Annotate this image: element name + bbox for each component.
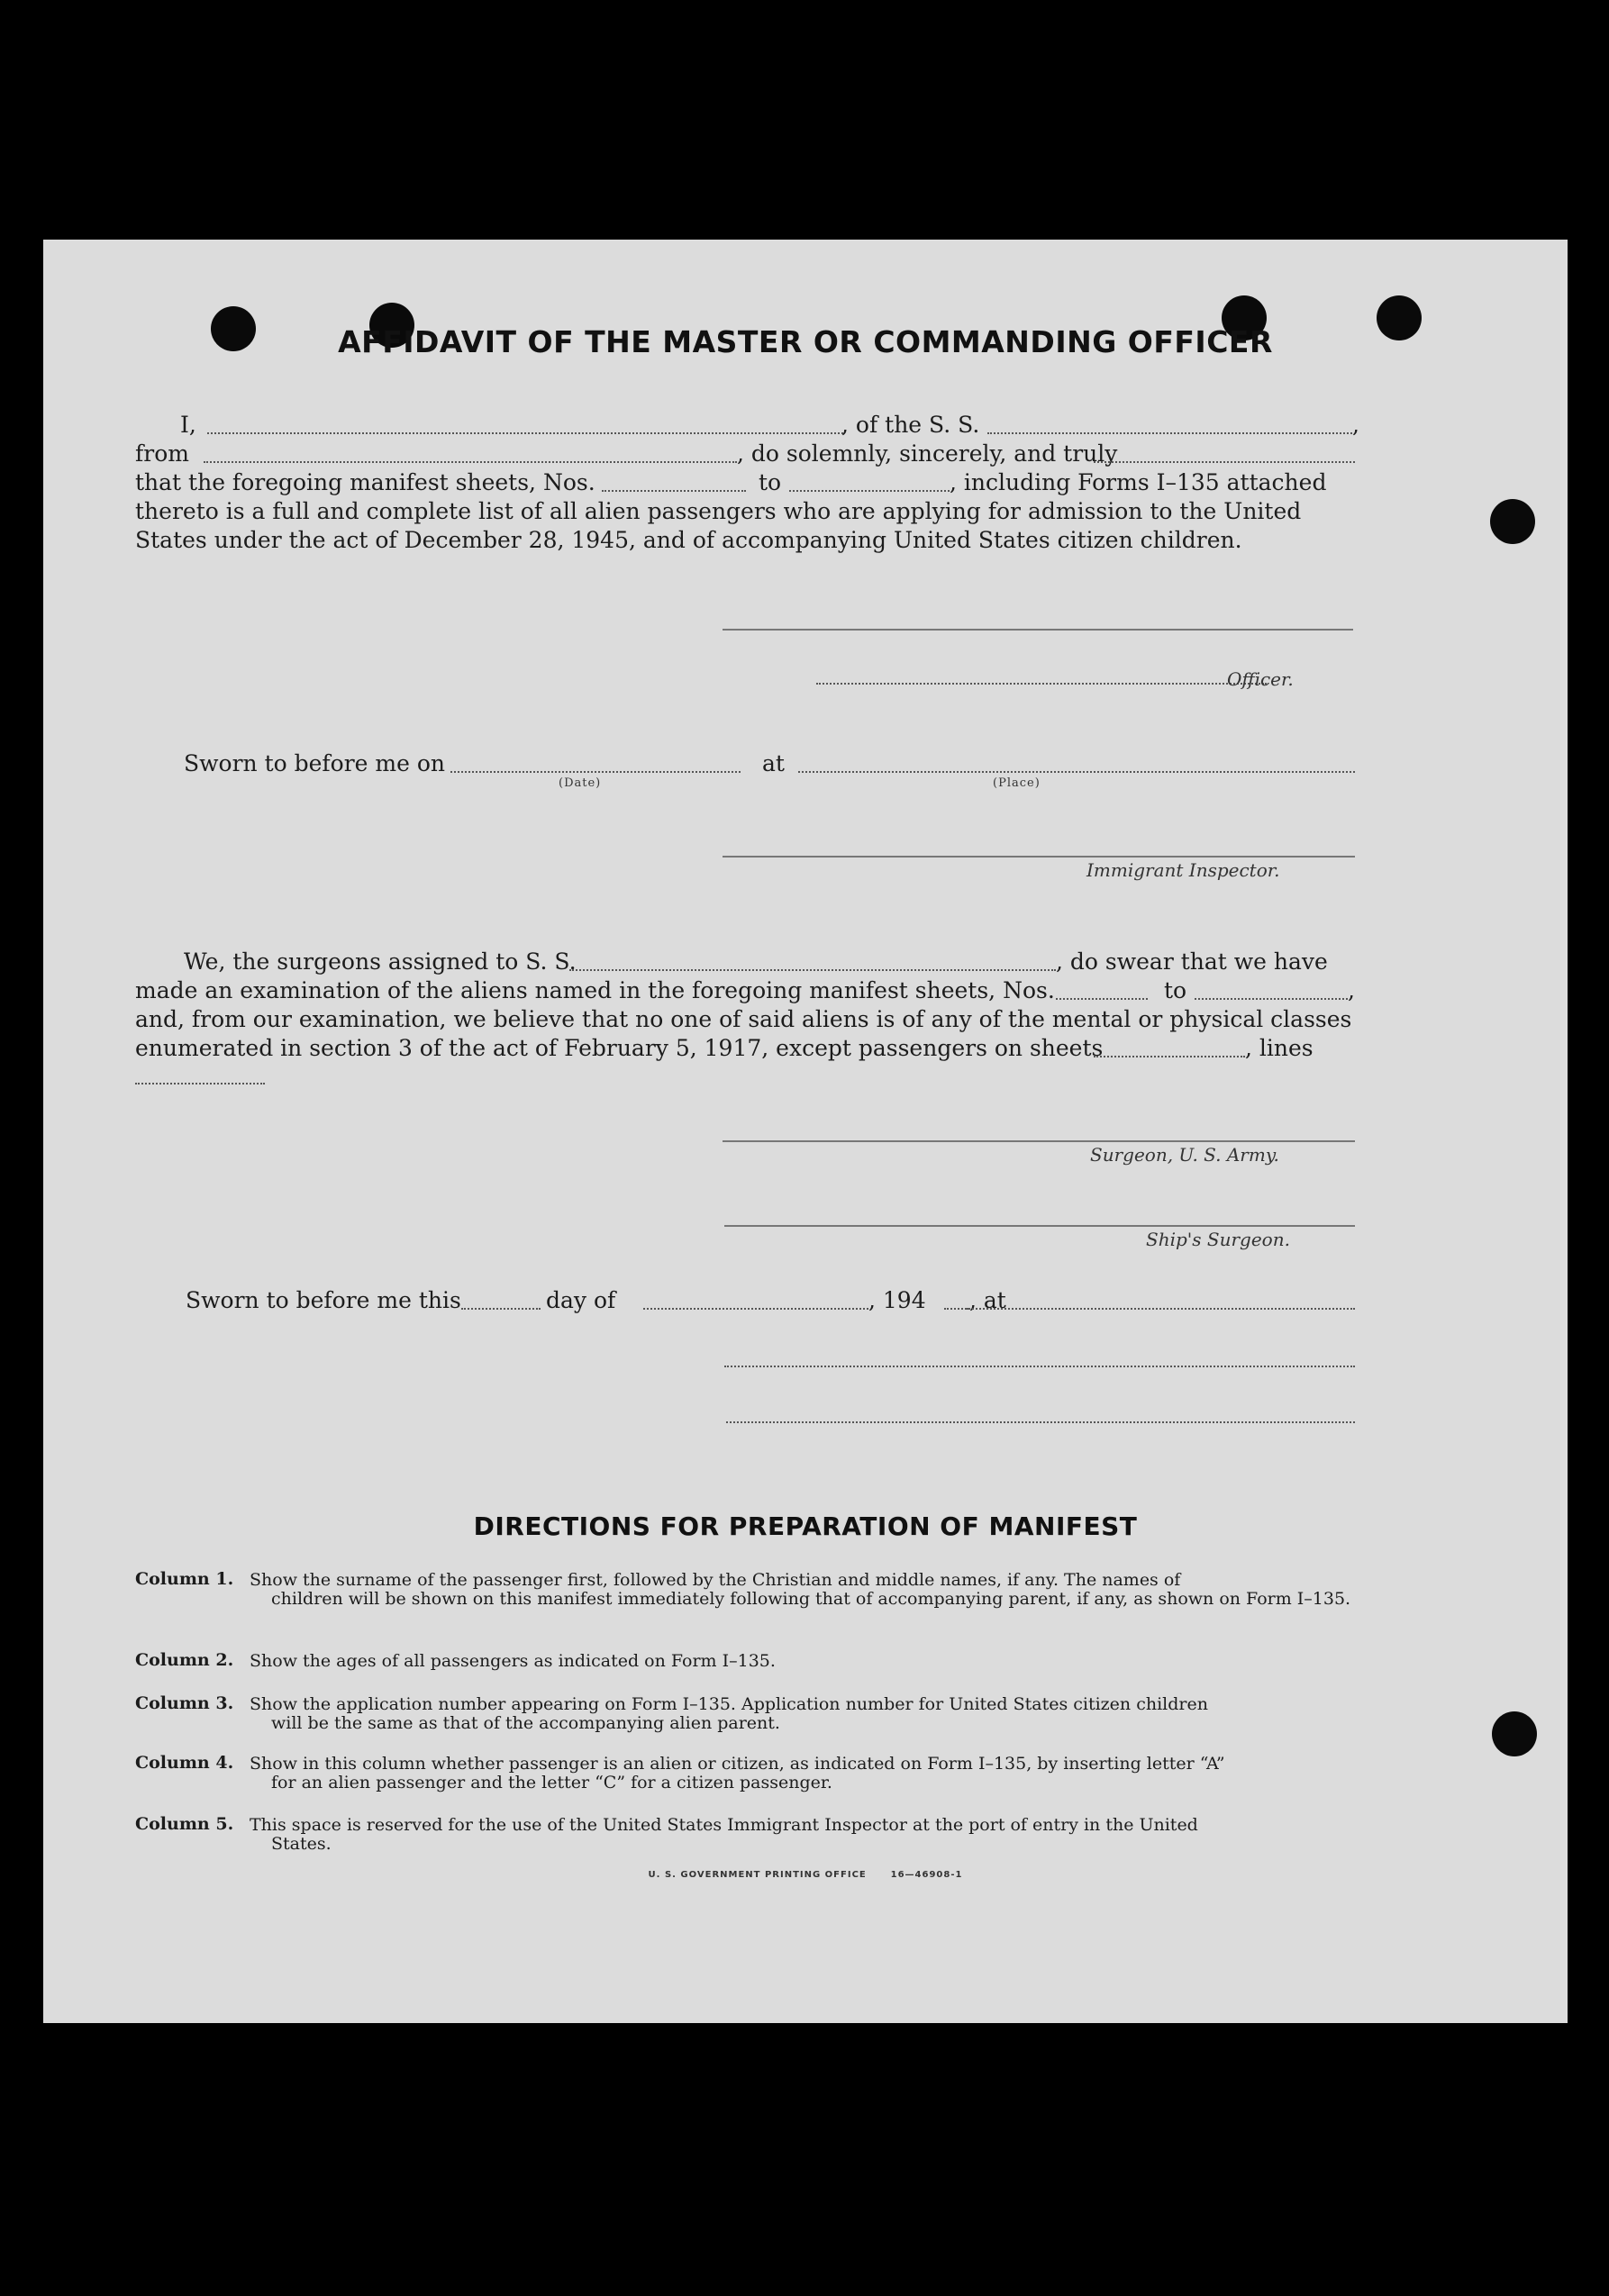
sworn-year: , 194 [868, 1287, 926, 1313]
surgeons-assigned: We, the surgeons assigned to S. S. [184, 948, 577, 975]
column-4-first: Show in this column whether passenger is an alien or citizen, as indicated on Form I–135, by inserting letter “A” [250, 1754, 1225, 1774]
army-surgeon-signature-line[interactable] [723, 1140, 1355, 1142]
surgeons-examination: made an examination of the aliens named in the foregoing manifest sheets, Nos. [135, 977, 1055, 1003]
master-signature-line[interactable] [723, 629, 1353, 631]
affidavit-from: from [135, 440, 189, 467]
inspector-label: Immigrant Inspector. [1086, 859, 1280, 881]
sworn-before-on: Sworn to before me on [184, 750, 446, 776]
printer-imprint: U. S. GOVERNMENT PRINTING OFFICE 16—46908-1 [648, 1870, 963, 1880]
punch-hole [1492, 1711, 1537, 1756]
punch-hole [1490, 499, 1535, 544]
truly-field[interactable] [1094, 461, 1355, 463]
affidavit-to: to [759, 469, 782, 495]
column-2-first: Show the ages of all passengers as indicated on Form I–135. [250, 1651, 776, 1671]
column-1-text [250, 1571, 1357, 1609]
column-5-first: This space is reserved for the use of the United States Immigrant Inspector at the port of entry in the United [250, 1815, 1198, 1835]
date-caption: (Date) [559, 776, 602, 790]
sworn-place-field[interactable] [798, 771, 1355, 773]
column-4-rest: for an alien passenger and the letter “C” for a citizen passenger. [271, 1773, 832, 1792]
except-sheets-field[interactable] [1094, 1056, 1245, 1057]
surgeons-sheets-from-field[interactable] [1056, 998, 1148, 1000]
column-1-first: Show the surname of the passenger first, followed by the Christian and middle names, if any. The names of [250, 1570, 1181, 1590]
except-lines-field[interactable] [135, 1083, 265, 1084]
sworn-month-field[interactable] [643, 1308, 868, 1310]
column-3-rest: will be the same as that of the accompanying alien parent. [271, 1713, 780, 1733]
surgeons-enumerated: enumerated in section 3 of the act of February 5, 1917, except passengers on sheets [135, 1035, 1104, 1061]
surgeons-ship-field[interactable] [569, 969, 1056, 971]
column-4-text [250, 1755, 1357, 1792]
affidavit-i: I, [180, 412, 196, 438]
officer-signature-line[interactable] [816, 683, 1267, 685]
affidavit-manifest-nos: that the foregoing manifest sheets, Nos. [135, 469, 595, 495]
surgeons-line3: and, from our examination, we believe that no one of said aliens is of any of the mental or physical classes [135, 1006, 1352, 1032]
form-sheet [43, 240, 1568, 2023]
column-5-text [250, 1816, 1357, 1854]
surgeons-to: to [1164, 977, 1187, 1003]
master-name-field[interactable] [207, 432, 843, 434]
sheets-from-field[interactable] [602, 490, 746, 492]
affidavit-title: AFFIDAVIT OF THE MASTER OR COMMANDING OFFICER [338, 324, 1273, 359]
column-3-text [250, 1695, 1357, 1733]
inspector-signature-line[interactable] [723, 856, 1355, 858]
surgeons-lines: , lines [1245, 1035, 1314, 1061]
sworn-this: Sworn to before me this [186, 1287, 461, 1313]
affidavit-of-ss: , of the S. S. [841, 412, 980, 438]
sworn-signature-line-2[interactable] [726, 1421, 1355, 1423]
surgeons-comma: , [1348, 977, 1355, 1003]
column-3-first: Show the application number appearing on Form I–135. Application number for United States citizen children [250, 1694, 1208, 1714]
affidavit-including: , including Forms I–135 attached [950, 469, 1327, 495]
sworn-day-field[interactable] [461, 1308, 541, 1310]
place-caption: (Place) [993, 776, 1041, 790]
ship-name-field[interactable] [987, 432, 1352, 434]
column-4-label: Column 4. [135, 1753, 234, 1773]
affidavit-swear: , do solemnly, sincerely, and truly [737, 440, 1118, 467]
from-port-field[interactable] [204, 461, 737, 463]
sworn-day-of: day of [546, 1287, 616, 1313]
directions-title: DIRECTIONS FOR PREPARATION OF MANIFEST [473, 1511, 1138, 1541]
column-3-label: Column 3. [135, 1693, 234, 1713]
affidavit-line5: States under the act of December 28, 1945, and of accompanying United States citizen children. [135, 527, 1242, 553]
sworn-signature-line-1[interactable] [724, 1366, 1355, 1367]
sworn-at: at [762, 750, 785, 776]
surgeons-swear: , do swear that we have [1056, 948, 1328, 975]
sworn-date-field[interactable] [450, 771, 741, 773]
affidavit-line4: thereto is a full and complete list of all alien passengers who are applying for admission to the United [135, 498, 1302, 524]
sworn-place-field-2[interactable] [966, 1308, 1355, 1310]
ship-surgeon-signature-line[interactable] [724, 1225, 1355, 1227]
affidavit-comma: , [1352, 412, 1359, 438]
column-1-rest: children will be shown on this manifest immediately following that of accompanying parent, if any, as shown on Form I–135. [271, 1589, 1351, 1609]
column-5-rest: States. [271, 1834, 332, 1854]
column-1-label: Column 1. [135, 1569, 234, 1589]
column-5-label: Column 5. [135, 1814, 234, 1834]
army-surgeon-label: Surgeon, U. S. Army. [1090, 1144, 1279, 1166]
sheets-to-field[interactable] [789, 490, 950, 492]
surgeons-sheets-to-field[interactable] [1195, 998, 1348, 1000]
column-2-text [250, 1652, 1357, 1671]
officer-label: Officer. [1227, 668, 1294, 690]
sworn-at-2: , at [969, 1287, 1006, 1313]
column-2-label: Column 2. [135, 1650, 234, 1670]
ship-surgeon-label: Ship's Surgeon. [1146, 1229, 1290, 1250]
